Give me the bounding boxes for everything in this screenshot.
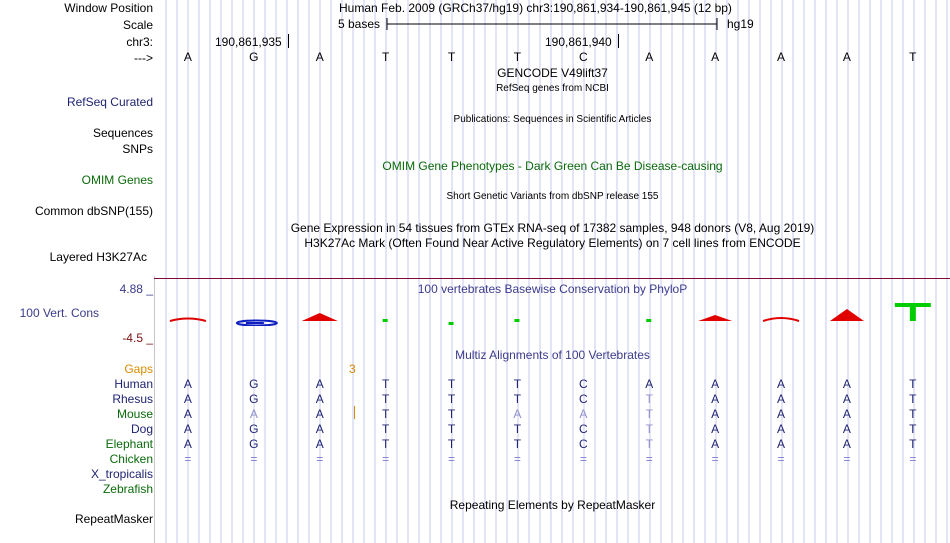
alignment-base: A	[777, 407, 786, 421]
alignment-base: A	[711, 392, 720, 406]
conservation-glyph	[698, 315, 732, 321]
alignment-base: G	[249, 392, 259, 406]
species-label-dog[interactable]: Dog	[130, 422, 153, 436]
alignment-base: T	[513, 392, 522, 406]
conservation-label[interactable]: 100 Vert. Cons	[19, 306, 99, 320]
scale-bar	[386, 16, 720, 32]
reference-base: T	[513, 50, 522, 64]
species-label-mouse[interactable]: Mouse	[116, 407, 153, 421]
alignment-base: A	[842, 422, 851, 436]
alignment-base: A	[645, 377, 654, 391]
alignment-base: T	[447, 392, 456, 406]
alignment-base: =	[645, 452, 653, 466]
alignment-base: A	[315, 422, 324, 436]
alignment-base: A	[711, 407, 720, 421]
gencode-track-title[interactable]: GENCODE V49lift37	[497, 66, 608, 80]
alignment-base: T	[381, 392, 390, 406]
alignment-base: G	[249, 437, 259, 451]
alignment-base: T	[447, 407, 456, 421]
conservation-track-title[interactable]: 100 vertebrates Basewise Conservation by PhyloP	[417, 282, 688, 296]
reference-base: A	[645, 50, 654, 64]
alignment-base: A	[183, 422, 192, 436]
multiz-track-title[interactable]: Multiz Alignments of 100 Vertebrates	[455, 348, 650, 362]
alignment-base: A	[513, 407, 522, 421]
conservation-glyph	[449, 322, 454, 325]
alignment-base: =	[184, 452, 192, 466]
conservation-glyph	[910, 303, 916, 321]
alignment-base: T	[645, 392, 653, 406]
alignment-base: A	[711, 377, 720, 391]
species-label-x_tropicalis[interactable]: X_tropicalis	[90, 467, 153, 481]
alignment-base: =	[382, 452, 390, 466]
gap-count: 3	[349, 362, 356, 376]
window-position-label[interactable]: Window Position	[64, 1, 153, 15]
omim-genes-label[interactable]: OMIM Genes	[81, 173, 153, 187]
alignment-base: T	[645, 437, 653, 451]
gaps-label[interactable]: Gaps	[124, 362, 153, 376]
alignment-base: A	[315, 407, 324, 421]
alignment-base: T	[447, 377, 456, 391]
alignment-base: A	[183, 437, 192, 451]
alignment-base: T	[381, 437, 390, 451]
reference-base: A	[183, 50, 192, 64]
species-label-zebrafish[interactable]: Zebrafish	[102, 482, 153, 496]
conservation-logo	[0, 296, 950, 326]
common-dbsnp-label[interactable]: Common dbSNP(155)	[34, 204, 153, 218]
alignment-base: T	[381, 422, 390, 436]
alignment-base: T	[381, 407, 390, 421]
chrom-label: chr3:	[126, 35, 153, 49]
conservation-glyph	[763, 318, 799, 321]
alignment-base: =	[448, 452, 456, 466]
alignment-base: T	[645, 407, 653, 421]
alignment-base: C	[579, 437, 588, 451]
reference-base: G	[249, 50, 259, 64]
alignment-base: T	[447, 437, 456, 451]
alignment-base: T	[513, 377, 522, 391]
alignment-base: T	[447, 422, 456, 436]
scale-label[interactable]: Scale	[122, 18, 153, 32]
layered-h3k27ac-label[interactable]: Layered H3K27Ac	[49, 250, 147, 264]
alignment-base: T	[513, 422, 522, 436]
alignment-base: A	[315, 392, 324, 406]
window-position-text: Human Feb. 2009 (GRCh37/hg19) chr3:190,861,934-190,861,945 (12 bp)	[339, 1, 732, 15]
conservation-glyph	[302, 313, 338, 321]
dbsnp-track-title[interactable]: Short Genetic Variants from dbSNP release 155	[446, 191, 659, 202]
alignment-base: A	[777, 437, 786, 451]
conservation-max-label: 4.88 _	[119, 282, 153, 296]
gtex-track-title[interactable]: Gene Expression in 54 tissues from GTEx RNA-seq of 17382 samples, 948 donors (V8, Aug 2019)	[290, 221, 815, 235]
position-tick-2: 190,861,940	[545, 35, 612, 49]
alignment-base: =	[513, 452, 521, 466]
alignment-base: T	[909, 437, 917, 451]
publications-track-title[interactable]: Publications: Sequences in Scientific Articles	[453, 114, 652, 125]
alignment-base: =	[316, 452, 324, 466]
conservation-min-label: -4.5 _	[122, 331, 153, 345]
conservation-glyph	[514, 319, 519, 322]
reference-base: A	[315, 50, 324, 64]
alignment-base: T	[909, 377, 917, 391]
conservation-glyph	[830, 309, 864, 321]
alignment-base: T	[645, 422, 653, 436]
species-label-chicken[interactable]: Chicken	[109, 452, 153, 466]
alignment-base: A	[711, 437, 720, 451]
reference-base: T	[447, 50, 456, 64]
alignment-base: A	[842, 392, 851, 406]
conservation-glyph	[170, 319, 206, 322]
alignment-base: C	[579, 377, 588, 391]
reference-base: A	[777, 50, 786, 64]
alignment-base: =	[777, 452, 785, 466]
alignment-base: A	[777, 377, 786, 391]
alignment-base: =	[579, 452, 587, 466]
alignment-base: A	[711, 422, 720, 436]
reference-base: T	[381, 50, 390, 64]
sequences-label[interactable]: Sequences	[92, 126, 153, 140]
repeatmasker-label[interactable]: RepeatMasker	[74, 512, 153, 526]
position-tick-1: 190,861,935	[215, 35, 282, 49]
alignment-base: A	[777, 422, 786, 436]
repeatmasker-track-title[interactable]: Repeating Elements by RepeatMasker	[449, 498, 656, 512]
alignment-base: T	[909, 422, 917, 436]
alignment-base: T	[513, 437, 522, 451]
scale-text: 5 bases	[338, 17, 381, 31]
alignment-base: A	[249, 407, 258, 421]
assembly-label: hg19	[727, 17, 754, 31]
gap-marker	[354, 406, 355, 419]
alignment-base: G	[249, 377, 259, 391]
alignment-base: C	[579, 422, 588, 436]
species-label-human[interactable]: Human	[114, 377, 153, 391]
refseq-curated-label[interactable]: RefSeq Curated	[66, 95, 153, 109]
alignment-base: A	[842, 377, 851, 391]
h3k27ac-track-title[interactable]: H3K27Ac Mark (Often Found Near Active Regulatory Elements) on 7 cell lines from ENCODE	[304, 236, 801, 250]
alignment-base: A	[579, 407, 588, 421]
alignment-base: =	[711, 452, 719, 466]
alignment-base: A	[183, 377, 192, 391]
species-label-rhesus[interactable]: Rhesus	[112, 392, 153, 406]
alignment-base: A	[315, 377, 324, 391]
strand-arrow[interactable]: --->	[134, 51, 153, 65]
alignment-base: T	[381, 377, 390, 391]
reference-base: C	[579, 50, 588, 64]
reference-base: T	[909, 50, 917, 64]
omim-track-title[interactable]: OMIM Gene Phenotypes - Dark Green Can Be Disease-causing	[382, 159, 723, 173]
alignment-base: C	[579, 392, 588, 406]
conservation-glyph	[646, 319, 651, 322]
alignment-base: A	[842, 407, 851, 421]
alignment-base: A	[183, 407, 192, 421]
reference-base: A	[711, 50, 720, 64]
alignment-base: A	[777, 392, 786, 406]
alignment-base: A	[183, 392, 192, 406]
conservation-glyph	[383, 319, 388, 322]
alignment-base: =	[909, 452, 917, 466]
reference-base: A	[842, 50, 851, 64]
alignment-base: T	[909, 392, 917, 406]
species-label-elephant[interactable]: Elephant	[105, 437, 153, 451]
alignment-base: A	[315, 437, 324, 451]
track-divider	[154, 278, 950, 279]
alignment-base: A	[842, 437, 851, 451]
snps-label[interactable]: SNPs	[122, 142, 153, 156]
alignment-base: T	[909, 407, 917, 421]
alignment-base: =	[843, 452, 851, 466]
alignment-base: =	[250, 452, 258, 466]
refseq-track-subtitle[interactable]: RefSeq genes from NCBI	[496, 83, 609, 94]
position-tick-mark-2	[618, 34, 619, 48]
position-tick-mark-1	[288, 34, 289, 48]
alignment-base: G	[249, 422, 259, 436]
